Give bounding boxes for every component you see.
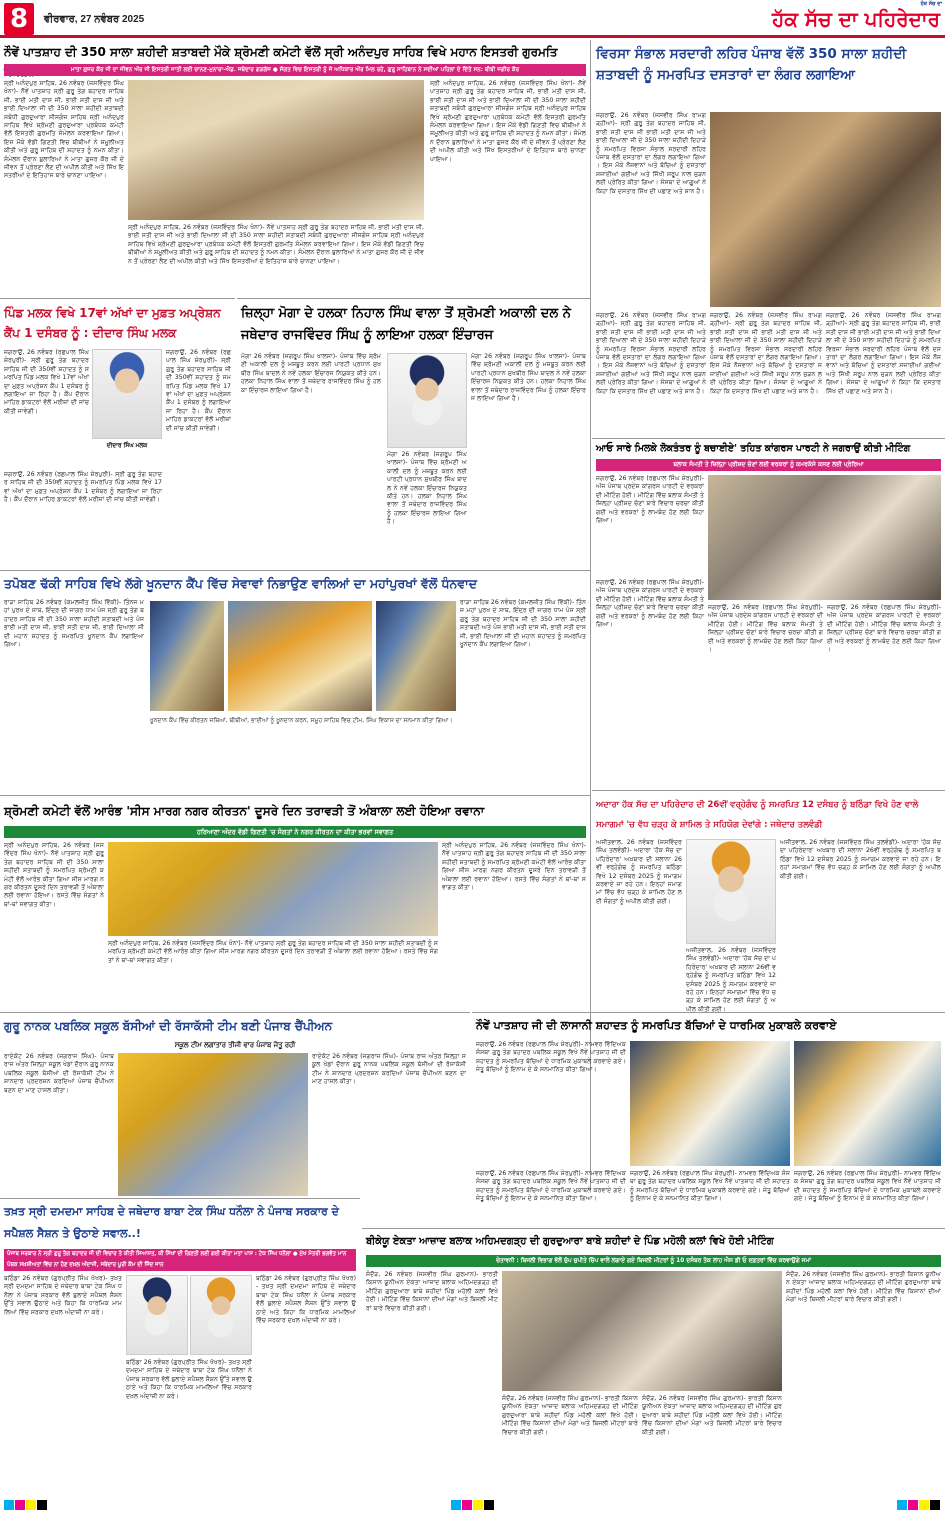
article-photo-2 [794, 1041, 941, 1166]
article-body: ਜਗਰਾਉਂ, 26 ਨਵੰਬਰ (ਰਛਪਾਲ ਸਿੰਘ ਸ਼ੇਰਪੁਰੀ)- ਸ੍ਰੀ ਗੁਰੂ ਤੇਗ ਬਹਾਦਰ ਸਾਹਿਬ ਜੀ ਦੀ 350ਵੀਂ ਸ਼ਹਾਦਤ ਨੂੰ ਸਮਰਪਿਤ ਪਿੰਡ ਮਲਕ ਵਿਖੇ 17ਵਾਂ ਅੱਖਾਂ ਦਾ ਮੁਫ਼ਤ ਅਪ੍ਰੇਸ਼ਨ ਕੈਂਪ 1 ਦਸੰਬਰ ਨੂੰ ਲਗਾਇਆ ਜਾ ਰਿਹਾ ਹੈ। ਕੈਂਪ ਦੌਰਾਨ ਮਾਹਿਰ ਡਾਕਟਰਾਂ ਵੱਲੋਂ ਮਰੀਜ਼ਾਂ ਦੀ ਜਾਂਚ ਕੀਤੀ ਜਾਵੇਗੀ। [4, 349, 89, 415]
masthead [0, 0, 945, 38]
article-body-col2: ਜਗਰਾਉਂ, 26 ਨਵੰਬਰ (ਰਛਪਾਲ ਸਿੰਘ ਸ਼ੇਰਪੁਰੀ)- ਅੱਜ ਪੰਜਾਬ ਪ੍ਰਦੇਸ਼ ਕਾਂਗਰਸ ਪਾਰਟੀ ਦੇ ਵਰਕਰਾਂ ਦੀ ਮੀਟਿੰਗ ਹੋਈ। ਮੀਟਿੰਗ ਵਿੱਚ ਬਲਾਕ ਸੰਮਤੀ ਤੇ ਜ਼ਿਲ੍ਹਾ ਪ੍ਰੀਸ਼ਦ ਚੋਣਾਂ ਬਾਰੇ ਵਿਚਾਰ ਚਰਚਾ ਕੀਤੀ ਗਈ ਅਤੇ ਵਰਕਰਾਂ ਨੂੰ ਲਾਮਬੰਦ ਹੋਣ ਲਈ ਕਿਹਾ ਗਿਆ। [708, 604, 823, 654]
article-body-right: ਸ੍ਰੀ ਅਨੰਦਪੁਰ ਸਾਹਿਬ, 26 ਨਵੰਬਰ (ਜਸਵਿੰਦਰ ਸਿੰਘ ਖੰਨਾ)- ਨੌਵੇਂ ਪਾਤਸ਼ਾਹ ਸ੍ਰੀ ਗੁਰੂ ਤੇਗ ਬਹਾਦਰ ਸਾਹਿਬ ਜੀ ਦੀ 350 ਸਾਲਾ ਸ਼ਹੀਦੀ ਸ਼ਤਾਬਦੀ ਨੂੰ ਸਮਰਪਿਤ ਸ਼੍ਰੋਮਣੀ ਕਮੇਟੀ ਵੱਲੋਂ ਆਰੰਭ ਕੀਤਾ ਗਿਆ ਸੀਸ ਮਾਰਗ ਨਗਰ ਕੀਰਤਨ ਦੂਸਰੇ ਦਿਨ ਤਰਾਵੜੀ ਤੋਂ ਅੰਬਾਲਾ ਲਈ ਰਵਾਨਾ ਹੋਇਆ। ਰਸਤੇ ਵਿੱਚ ਸੰਗਤਾਂ ਨੇ ਥਾਂ-ਥਾਂ ਸਵਾਗਤ ਕੀਤਾ। [442, 842, 586, 892]
article-photo-2 [228, 601, 372, 711]
article-body: ਜਗਰਾਉਂ, 26 ਨਵੰਬਰ (ਰਛਪਾਲ ਸਿੰਘ ਸ਼ੇਰਪੁਰੀ)- ਅੱਜ ਪੰਜਾਬ ਪ੍ਰਦੇਸ਼ ਕਾਂਗਰਸ ਪਾਰਟੀ ਦੇ ਵਰਕਰਾਂ ਦੀ ਮੀਟਿੰਗ ਹੋਈ। ਮੀਟਿੰਗ ਵਿੱਚ ਬਲਾਕ ਸੰਮਤੀ ਤੇ ਜ਼ਿਲ੍ਹਾ ਪ੍ਰੀਸ਼ਦ ਚੋਣਾਂ ਬਾਰੇ ਵਿਚਾਰ ਚਰਚਾ ਕੀਤੀ ਗਈ ਅਤੇ ਵਰਕਰਾਂ ਨੂੰ ਲਾਮਬੰਦ ਹੋਣ ਲਈ ਕਿਹਾ ਗਿਆ। [596, 475, 704, 525]
article-photo [108, 842, 438, 936]
article-moga-incharge [237, 298, 590, 570]
article-turban-langar [592, 40, 945, 435]
logo-small-text: ਹੱਕ ਸੱਚ ਦਾ [920, 1, 942, 7]
article-body: ਰਾੜਾ ਸਾਹਿਬ 26 ਨਵੰਬਰ (ਕਮਲਜੀਤ ਸਿੰਘ ਵਿੱਕੀ)- ਤਿੰਨਜ ਮਹਾਂ ਪੁਰਖ ਦੇ ਸਾਥ, ਇੰਦ੍ਰ ਦੀ ਜਾਗਰ ਧਾਮ ਪੰਜ ਸ੍ਰੀ ਗੁਰੂ ਤੇਗ ਬਹਾਦਰ ਸਾਹਿਬ ਜੀ ਦੀ 350 ਸਾਲਾ ਸ਼ਹੀਦੀ ਸ਼ਤਾਬਦੀ ਅਤੇ ਪੰਜ ਭਾਈ ਮਤੀ ਦਾਸ ਜੀ, ਭਾਈ ਸਤੀ ਦਾਸ ਜੀ, ਭਾਈ ਦਿਆਲਾ ਜੀ ਦੀ ਮਹਾਨ ਸ਼ਹਾਦਤ ਨੂੰ ਸਮਰਪਿਤ ਖੂਨਦਾਨ ਕੈਂਪ ਲਗਾਇਆ ਗਿਆ। [4, 599, 144, 649]
issue-date: ਵੀਰਵਾਰ, 27 ਨਵੰਬਰ 2025 [44, 14, 145, 25]
article-body-under-photo-1: ਸੰਦੌੜ, 26 ਨਵੰਬਰ (ਜਸਵੀਰ ਸਿੰਘ ਗੁਰਮਾਨ)- ਭਾਰਤੀ ਕਿਸਾਨ ਯੂਨੀਅਨ ਏਕਤਾ ਆਜ਼ਾਦ ਬਲਾਕ ਅਹਿਮਦਗੜ੍ਹ ਦੀ ਮੀਟਿੰਗ ਗੁਰਦੁਆਰਾ ਬਾਬੇ ਸ਼ਹੀਦਾਂ ਪਿੰਡ ਮਹੋਲੀ ਕਲਾਂ ਵਿਖੇ ਹੋਈ। ਮੀਟਿੰਗ ਵਿੱਚ ਕਿਸਾਨਾਂ ਦੀਆਂ ਮੰਗਾਂ ਅਤੇ ਬਿਜਲੀ ਮੀਟਰਾਂ ਬਾਰੇ ਵਿਚਾਰ ਕੀਤੀ ਗਈ। [502, 1395, 638, 1436]
article-headline: ਗੁਰੂ ਨਾਨਕ ਪਬਲਿਕ ਸਕੂਲ ਬੱਸੀਆਂ ਦੀ ਰੱਸਾਕੱਸੀ ਟੀਮ ਬਣੀ ਪੰਜਾਬ ਚੈਂਪੀਅਨ [4, 1019, 333, 1033]
article-body-right: ਜਗਰਾਉਂ, 26 ਨਵੰਬਰ (ਰਛਪਾਲ ਸਿੰਘ ਸ਼ੇਰਪੁਰੀ)- ਸ੍ਰੀ ਗੁਰੂ ਤੇਗ ਬਹਾਦਰ ਸਾਹਿਬ ਜੀ ਦੀ 350ਵੀਂ ਸ਼ਹਾਦਤ ਨੂੰ ਸਮਰਪਿਤ ਪਿੰਡ ਮਲਕ ਵਿਖੇ 17ਵਾਂ ਅੱਖਾਂ ਦਾ ਮੁਫ਼ਤ ਅਪ੍ਰੇਸ਼ਨ ਕੈਂਪ 1 ਦਸੰਬਰ ਨੂੰ ਲਗਾਇਆ ਜਾ ਰਿਹਾ ਹੈ। ਕੈਂਪ ਦੌਰਾਨ ਮਾਹਿਰ ਡਾਕਟਰਾਂ ਵੱਲੋਂ ਮਰੀਜ਼ਾਂ ਦੀ ਜਾਂਚ ਕੀਤੀ ਜਾਵੇਗੀ। [166, 349, 231, 432]
article-headline: ਸ਼੍ਰੋਮਣੀ ਕਮੇਟੀ ਵੱਲੋਂ ਆਰੰਭ 'ਸੀਸ ਮਾਰਗ ਨਗਰ ਕੀਰਤਨ' ਦੂਸਰੇ ਦਿਨ ਤਰਾਵੜੀ ਤੋਂ ਅੰਬਾਲਾ ਲਈ ਹੋਇਆ ਰਵਾਨਾ [4, 804, 485, 818]
article-body-right-col: ਸ੍ਰੀ ਅਨੰਦਪੁਰ ਸਾਹਿਬ, 26 ਨਵੰਬਰ (ਜਸਵਿੰਦਰ ਸਿੰਘ ਖੰਨਾ)- ਨੌਵੇਂ ਪਾਤਸ਼ਾਹ ਸ੍ਰੀ ਗੁਰੂ ਤੇਗ ਬਹਾਦਰ ਸਾਹਿਬ ਜੀ, ਭਾਈ ਮਤੀ ਦਾਸ ਜੀ, ਭਾਈ ਸਤੀ ਦਾਸ ਜੀ ਅਤੇ ਭਾਈ ਦਿਆਲਾ ਜੀ ਦੀ 350 ਸਾਲਾ ਸ਼ਹੀਦੀ ਸ਼ਤਾਬਦੀ ਸਬੰਧੀ ਗੁਰਦੁਆਰਾ ਸੀਸਗੰਜ ਸਾਹਿਬ ਸ੍ਰੀ ਅਨੰਦਪੁਰ ਸਾਹਿਬ ਵਿਖੇ ਸ਼੍ਰੋਮਣੀ ਗੁਰਦੁਆਰਾ ਪ੍ਰਬੰਧਕ ਕਮੇਟੀ ਵੱਲੋਂ ਇਸਤਰੀ ਗੁਰਮਤਿ ਸੰਮੇਲਨ ਕਰਵਾਇਆ ਗਿਆ। ਇਸ ਮੌਕੇ ਵੱਡੀ ਗਿਣਤੀ ਵਿਚ ਬੀਬੀਆਂ ਨੇ ਸ਼ਮੂਲੀਅਤ ਕੀਤੀ ਅਤੇ ਗੁਰੂ ਸਾਹਿਬ ਦੀ ਸ਼ਹਾਦਤ ਨੂੰ ਨਮਨ ਕੀਤਾ। ਸੰਮੇਲਨ ਦੌਰਾਨ ਬੁਲਾਰਿਆਂ ਨੇ ਮਾਤਾ ਗੁਜਰ ਕੌਰ ਜੀ ਦੇ ਜੀਵਨ ਤੋਂ ਪ੍ਰੇਰਣਾ ਲੈਣ ਦੀ ਅਪੀਲ ਕੀਤੀ ਅਤੇ ਸਿੱਖ ਇਸਤਰੀਆਂ ਦੇ ਇਤਿਹਾਸ ਬਾਰੇ ਚਾਨਣਾ ਪਾਇਆ। [430, 80, 586, 163]
article-body: ਸੰਦੌੜ, 26 ਨਵੰਬਰ (ਜਸਵੀਰ ਸਿੰਘ ਗੁਰਮਾਨ)- ਭਾਰਤੀ ਕਿਸਾਨ ਯੂਨੀਅਨ ਏਕਤਾ ਆਜ਼ਾਦ ਬਲਾਕ ਅਹਿਮਦਗੜ੍ਹ ਦੀ ਮੀਟਿੰਗ ਗੁਰਦੁਆਰਾ ਬਾਬੇ ਸ਼ਹੀਦਾਂ ਪਿੰਡ ਮਹੋਲੀ ਕਲਾਂ ਵਿਖੇ ਹੋਈ। ਮੀਟਿੰਗ ਵਿੱਚ ਕਿਸਾਨਾਂ ਦੀਆਂ ਮੰਗਾਂ ਅਤੇ ਬਿਜਲੀ ਮੀਟਰਾਂ ਬਾਰੇ ਵਿਚਾਰ ਕੀਤੀ ਗਈ। [366, 1271, 498, 1312]
article-body-under-photo: ਅਜੀਤਵਾਲ, 26 ਨਵੰਬਰ (ਜਸਵਿੰਦਰ ਸਿੰਘ ਤਲਵੰਡੀ)- ਅਦਾਰਾ 'ਹੱਕ ਸੱਚ ਦਾ ਪਹਿਰੇਦਾਰ' ਅਖ਼ਬਾਰ ਦੀ ਸਲਾਨਾ 26ਵੀਂ ਵਰ੍ਹੇਗੰਢ ਨੂੰ ਸਮਰਪਿਤ ਬਠਿੰਡਾ ਵਿਖੇ 12 ਦਸੰਬਰ 2025 ਨੂੰ ਸਮਾਗਮ ਕਰਵਾਏ ਜਾ ਰਹੇ ਹਨ। ਇਨ੍ਹਾਂ ਸਮਾਗਮਾਂ ਵਿੱਚ ਵੱਧ ਚੜ੍ਹ ਕੇ ਸ਼ਾਮਿਲ ਹੋਣ ਲਈ ਸੰਗਤਾਂ ਨੂੰ ਅਪੀਲ ਕੀਤੀ ਗਈ। [686, 947, 776, 1013]
article-subheadline: ਪੰਜਾਬ ਸਰਕਾਰ ਨੇ ਸ੍ਰੀ ਗੁਰੂ ਤੇਗ ਬਹਾਦਰ ਜੀ ਦੀ ਵਿਚਾਰ ਤੇ ਕੀਤੀ ਸਿਆਸਤ, ਕੀ ਸਿੱਖਾਂ ਦੀ ਗਿਣਤੀ ਲਈ ਗਈ ਕੀਤਾ ਮਤਾ ਪਾਸ : ਟੇਕ ਸਿੰਘ ਧਨੌਲਾ ● ਮੁੱਖ ਮੰਤਰੀ ਭਗਵੰਤ ਮਾਨ ਪੰਥਕ ਸਖ਼ਸ਼ੀਅਤਾਂ ਵਿੱਚ ਨਾ ਹੋਣ ਦਖ਼ਲ ਅੰਦਾਜ਼ੀ, ਜਥੇਦਾਰ ਪੂਰੀ ਕੌਮ ਦੀ ਜਿੰਦ ਜਾਨ [4, 1249, 356, 1271]
article-body-right: ਅਜੀਤਵਾਲ, 26 ਨਵੰਬਰ (ਜਸਵਿੰਦਰ ਸਿੰਘ ਤਲਵੰਡੀ)- ਅਦਾਰਾ 'ਹੱਕ ਸੱਚ ਦਾ ਪਹਿਰੇਦਾਰ' ਅਖ਼ਬਾਰ ਦੀ ਸਲਾਨਾ 26ਵੀਂ ਵਰ੍ਹੇਗੰਢ ਨੂੰ ਸਮਰਪਿਤ ਬਠਿੰਡਾ ਵਿਖੇ 12 ਦਸੰਬਰ 2025 ਨੂੰ ਸਮਾਗਮ ਕਰਵਾਏ ਜਾ ਰਹੇ ਹਨ। ਇਨ੍ਹਾਂ ਸਮਾਗਮਾਂ ਵਿੱਚ ਵੱਧ ਚੜ੍ਹ ਕੇ ਸ਼ਾਮਿਲ ਹੋਣ ਲਈ ਸੰਗਤਾਂ ਨੂੰ ਅਪੀਲ ਕੀਤੀ ਗਈ। [780, 839, 941, 880]
article-body-right: ਮੋਗਾ 26 ਨਵੰਬਰ (ਜਗਰੂਪ ਸਿੰਘ ਖਾਲਸਾ)- ਪੰਜਾਬ ਵਿੱਚ ਸ਼੍ਰੋਮਣੀ ਅਕਾਲੀ ਦਲ ਨੂੰ ਮਜ਼ਬੂਤ ਕਰਨ ਲਈ ਪਾਰਟੀ ਪ੍ਰਧਾਨ ਸੁਖਬੀਰ ਸਿੰਘ ਬਾਦਲ ਨੇ ਨਵੇਂ ਹਲਕਾ ਇੰਚਾਰਜ ਨਿਯੁਕਤ ਕੀਤੇ ਹਨ। ਹਲਕਾ ਨਿਹਾਲ ਸਿੰਘ ਵਾਲਾ ਤੋਂ ਜਥੇਦਾਰ ਰਾਜਵਿੰਦਰ ਸਿੰਘ ਨੂੰ ਹਲਕਾ ਇੰਚਾਰਜ ਲਾਇਆ ਗਿਆ ਹੈ। [471, 353, 586, 403]
article-body-lower-col3: ਜਗਰਾਉਂ, 26 ਨਵੰਬਰ (ਰਛਪਾਲ ਸਿੰਘ ਸ਼ੇਰਪੁਰੀ)- ਨਾਮਵਰ ਵਿੱਦਿਅਕ ਸੰਸਥਾ ਗੁਰੂ ਤੇਗ ਬਹਾਦਰ ਪਬਲਿਕ ਸਕੂਲ ਵਿਖੇ ਨੌਵੇਂ ਪਾਤਸ਼ਾਹ ਜੀ ਦੀ ਸ਼ਹਾਦਤ ਨੂੰ ਸਮਰਪਿਤ ਬੱਚਿਆਂ ਦੇ ਧਾਰਮਿਕ ਮੁਕਾਬਲੇ ਕਰਵਾਏ ਗਏ। ਜੇਤੂ ਬੱਚਿਆਂ ਨੂੰ ਇਨਾਮ ਦੇ ਕੇ ਸਨਮਾਨਿਤ ਕੀਤਾ ਗਿਆ। [794, 1170, 941, 1203]
portrait-photo [92, 349, 162, 439]
article-body-continued: ਸ੍ਰੀ ਅਨੰਦਪੁਰ ਸਾਹਿਬ, 26 ਨਵੰਬਰ (ਜਸਵਿੰਦਰ ਸਿੰਘ ਖੰਨਾ)- ਨੌਵੇਂ ਪਾਤਸ਼ਾਹ ਸ੍ਰੀ ਗੁਰੂ ਤੇਗ ਬਹਾਦਰ ਸਾਹਿਬ ਜੀ, ਭਾਈ ਮਤੀ ਦਾਸ ਜੀ, ਭਾਈ ਸਤੀ ਦਾਸ ਜੀ ਅਤੇ ਭਾਈ ਦਿਆਲਾ ਜੀ ਦੀ 350 ਸਾਲਾ ਸ਼ਹੀਦੀ ਸ਼ਤਾਬਦੀ ਸਬੰਧੀ ਗੁਰਦੁਆਰਾ ਸੀਸਗੰਜ ਸਾਹਿਬ ਸ੍ਰੀ ਅਨੰਦਪੁਰ ਸਾਹਿਬ ਵਿਖੇ ਸ਼੍ਰੋਮਣੀ ਗੁਰਦੁਆਰਾ ਪ੍ਰਬੰਧਕ ਕਮੇਟੀ ਵੱਲੋਂ ਇਸਤਰੀ ਗੁਰਮਤਿ ਸੰਮੇਲਨ ਕਰਵਾਇਆ ਗਿਆ। ਇਸ ਮੌਕੇ ਵੱਡੀ ਗਿਣਤੀ ਵਿਚ ਬੀਬੀਆਂ ਨੇ ਸ਼ਮੂਲੀਅਤ ਕੀਤੀ ਅਤੇ ਗੁਰੂ ਸਾਹਿਬ ਦੀ ਸ਼ਹਾਦਤ ਨੂੰ ਨਮਨ ਕੀਤਾ। ਸੰਮੇਲਨ ਦੌਰਾਨ ਬੁਲਾਰਿਆਂ ਨੇ ਮਾਤਾ ਗੁਜਰ ਕੌਰ ਜੀ ਦੇ ਜੀਵਨ ਤੋਂ ਪ੍ਰੇਰਣਾ ਲੈਣ ਦੀ ਅਪੀਲ ਕੀਤੀ ਅਤੇ ਸਿੱਖ ਇਸਤਰੀਆਂ ਦੇ ਇਤਿਹਾਸ ਬਾਰੇ ਚਾਨਣਾ ਪਾਇਆ। [128, 224, 424, 265]
portrait-caption: ਦੀਦਾਰ ਸਿੰਘ ਮਲਕ [106, 443, 148, 449]
article-photo [708, 475, 941, 600]
article-body: ਅਜੀਤਵਾਲ, 26 ਨਵੰਬਰ (ਜਸਵਿੰਦਰ ਸਿੰਘ ਤਲਵੰਡੀ)- ਅਦਾਰਾ 'ਹੱਕ ਸੱਚ ਦਾ ਪਹਿਰੇਦਾਰ' ਅਖ਼ਬਾਰ ਦੀ ਸਲਾਨਾ 26ਵੀਂ ਵਰ੍ਹੇਗੰਢ ਨੂੰ ਸਮਰਪਿਤ ਬਠਿੰਡਾ ਵਿਖੇ 12 ਦਸੰਬਰ 2025 ਨੂੰ ਸਮਾਗਮ ਕਰਵਾਏ ਜਾ ਰਹੇ ਹਨ। ਇਨ੍ਹਾਂ ਸਮਾਗਮਾਂ ਵਿੱਚ ਵੱਧ ਚੜ੍ਹ ਕੇ ਸ਼ਾਮਿਲ ਹੋਣ ਲਈ ਸੰਗਤਾਂ ਨੂੰ ਅਪੀਲ ਕੀਤੀ ਗਈ। [596, 839, 682, 905]
article-subheadline: ਚੇਤਾਵਨੀ : ਬਿਜਲੀ ਵਿਭਾਗ ਵੱਲੋਂ ਚੁੱਪ ਚੁਪੀਤੇ ਚਿੱਪ ਵਾਲੇ ਲਗਾਏ ਗਏ ਬਿਜਲੀ ਮੀਟਰਾਂ ਨੂੰ 10 ਦਸੰਬਰ ਤੱਕ ਲਾਹ ਐਸ ਡੀ ਓ ਦਫ਼ਤਰਾਂ ਵਿੱਚ ਕਰਵਾਉਂਗੇ ਜਮਾਂ [366, 1255, 941, 1267]
article-photo [502, 1271, 782, 1391]
article-religious-competitions [472, 1012, 945, 1227]
article-photo-1 [126, 1275, 188, 1355]
article-body-lower-col1: ਜਗਰਾਉਂ, 26 ਨਵੰਬਰ (ਜਸਵੀਰ ਸਿੰਘ ਰਾਮਗੜ੍ਹੀਆ)- ਸ੍ਰੀ ਗੁਰੂ ਤੇਗ ਬਹਾਦਰ ਸਾਹਿਬ ਜੀ, ਭਾਈ ਸਤੀ ਦਾਸ ਜੀ ਭਾਈ ਮਤੀ ਦਾਸ ਜੀ ਅਤੇ ਭਾਈ ਦਿਆਲਾ ਜੀ ਦੇ 350 ਸਾਲਾ ਸ਼ਹੀਦੀ ਦਿਹਾੜੇ ਨੂੰ ਸਮਰਪਿਤ ਵਿਰਸਾ ਸੰਭਾਲ ਸਰਦਾਰੀ ਲਹਿਰ ਪੰਜਾਬ ਵੱਲੋਂ ਦਸਤਾਰਾਂ ਦਾ ਲੰਗਰ ਲਗਾਇਆ ਗਿਆ। ਇਸ ਮੌਕੇ ਨੌਜਵਾਨਾਂ ਅਤੇ ਬੱਚਿਆਂ ਨੂੰ ਦਸਤਾਰਾਂ ਸਜਾਈਆਂ ਗਈਆਂ ਅਤੇ ਸਿੱਖੀ ਸਰੂਪ ਨਾਲ ਜੁੜਨ ਲਈ ਪ੍ਰੇਰਿਤ ਕੀਤਾ ਗਿਆ। ਸੰਸਥਾ ਦੇ ਆਗੂਆਂ ਨੇ ਕਿਹਾ ਕਿ ਦਸਤਾਰ ਸਿੱਖ ਦੀ ਪਛਾਣ ਅਤੇ ਸ਼ਾਨ ਹੈ। [596, 312, 707, 395]
article-body: ਜਗਰਾਉਂ, 26 ਨਵੰਬਰ (ਰਛਪਾਲ ਸਿੰਘ ਸ਼ੇਰਪੁਰੀ)- ਨਾਮਵਰ ਵਿੱਦਿਅਕ ਸੰਸਥਾ ਗੁਰੂ ਤੇਗ ਬਹਾਦਰ ਪਬਲਿਕ ਸਕੂਲ ਵਿਖੇ ਨੌਵੇਂ ਪਾਤਸ਼ਾਹ ਜੀ ਦੀ ਸ਼ਹਾਦਤ ਨੂੰ ਸਮਰਪਿਤ ਬੱਚਿਆਂ ਦੇ ਧਾਰਮਿਕ ਮੁਕਾਬਲੇ ਕਰਵਾਏ ਗਏ। ਜੇਤੂ ਬੱਚਿਆਂ ਨੂੰ ਇਨਾਮ ਦੇ ਕੇ ਸਨਮਾਨਿਤ ਕੀਤਾ ਗਿਆ। [476, 1041, 626, 1074]
article-photo-1 [630, 1041, 790, 1166]
article-takht-jathedar [0, 1198, 360, 1493]
article-subheadline: ਹਰਿਆਣਾ ਅੰਦਰ ਵੱਡੀ ਗਿਣਤੀ 'ਚ ਸੰਗਤਾਂ ਨੇ ਨਗਰ ਕੀਰਤਨ ਦਾ ਕੀਤਾ ਭਰਵਾਂ ਸਵਾਗਤ [4, 826, 586, 838]
article-body-lower-col3: ਜਗਰਾਉਂ, 26 ਨਵੰਬਰ (ਜਸਵੀਰ ਸਿੰਘ ਰਾਮਗੜ੍ਹੀਆ)- ਸ੍ਰੀ ਗੁਰੂ ਤੇਗ ਬਹਾਦਰ ਸਾਹਿਬ ਜੀ, ਭਾਈ ਸਤੀ ਦਾਸ ਜੀ ਭਾਈ ਮਤੀ ਦਾਸ ਜੀ ਅਤੇ ਭਾਈ ਦਿਆਲਾ ਜੀ ਦੇ 350 ਸਾਲਾ ਸ਼ਹੀਦੀ ਦਿਹਾੜੇ ਨੂੰ ਸਮਰਪਿਤ ਵਿਰਸਾ ਸੰਭਾਲ ਸਰਦਾਰੀ ਲਹਿਰ ਪੰਜਾਬ ਵੱਲੋਂ ਦਸਤਾਰਾਂ ਦਾ ਲੰਗਰ ਲਗਾਇਆ ਗਿਆ। ਇਸ ਮੌਕੇ ਨੌਜਵਾਨਾਂ ਅਤੇ ਬੱਚਿਆਂ ਨੂੰ ਦਸਤਾਰਾਂ ਸਜਾਈਆਂ ਗਈਆਂ ਅਤੇ ਸਿੱਖੀ ਸਰੂਪ ਨਾਲ ਜੁੜਨ ਲਈ ਪ੍ਰੇਰਿਤ ਕੀਤਾ ਗਿਆ। ਸੰਸਥਾ ਦੇ ਆਗੂਆਂ ਨੇ ਕਿਹਾ ਕਿ ਦਸਤਾਰ ਸਿੱਖ ਦੀ ਪਛਾਣ ਅਤੇ ਸ਼ਾਨ ਹੈ। [826, 312, 941, 395]
article-headline: ਅਦਾਰਾ ਹੱਕ ਸੱਚ ਦਾ ਪਹਿਰੇਦਾਰ ਦੀ 26ਵੀਂ ਵਰ੍ਹੇਗੰਢ ਨੂੰ ਸਮਰਪਿਤ 12 ਦਸੰਬਰ ਨੂੰ ਬਠਿੰਡਾ ਵਿਖੇ ਹੋਣ ਵਾਲੇ ਸਮਾਗਮਾਂ 'ਚ ਵੱਧ ਚੜ੍ਹ ਕੇ ਸ਼ਾਮਿਲ ਤੇ ਸਹਿਯੋਗ ਦੇਵਾਂਗੇ : ਜਥੇਦਾਰ ਤਲਵੰਡੀ [596, 800, 919, 830]
article-tug-of-war [0, 1012, 470, 1197]
article-body-lower-col1: ਜਗਰਾਉਂ, 26 ਨਵੰਬਰ (ਰਛਪਾਲ ਸਿੰਘ ਸ਼ੇਰਪੁਰੀ)- ਨਾਮਵਰ ਵਿੱਦਿਅਕ ਸੰਸਥਾ ਗੁਰੂ ਤੇਗ ਬਹਾਦਰ ਪਬਲਿਕ ਸਕੂਲ ਵਿਖੇ ਨੌਵੇਂ ਪਾਤਸ਼ਾਹ ਜੀ ਦੀ ਸ਼ਹਾਦਤ ਨੂੰ ਸਮਰਪਿਤ ਬੱਚਿਆਂ ਦੇ ਧਾਰਮਿਕ ਮੁਕਾਬਲੇ ਕਰਵਾਏ ਗਏ। ਜੇਤੂ ਬੱਚਿਆਂ ਨੂੰ ਇਨਾਮ ਦੇ ਕੇ ਸਨਮਾਨਿਤ ਕੀਤਾ ਗਿਆ। [476, 1170, 626, 1203]
article-body-lower-col2: ਜਗਰਾਉਂ, 26 ਨਵੰਬਰ (ਜਸਵੀਰ ਸਿੰਘ ਰਾਮਗੜ੍ਹੀਆ)- ਸ੍ਰੀ ਗੁਰੂ ਤੇਗ ਬਹਾਦਰ ਸਾਹਿਬ ਜੀ, ਭਾਈ ਸਤੀ ਦਾਸ ਜੀ ਭਾਈ ਮਤੀ ਦਾਸ ਜੀ ਅਤੇ ਭਾਈ ਦਿਆਲਾ ਜੀ ਦੇ 350 ਸਾਲਾ ਸ਼ਹੀਦੀ ਦਿਹਾੜੇ ਨੂੰ ਸਮਰਪਿਤ ਵਿਰਸਾ ਸੰਭਾਲ ਸਰਦਾਰੀ ਲਹਿਰ ਪੰਜਾਬ ਵੱਲੋਂ ਦਸਤਾਰਾਂ ਦਾ ਲੰਗਰ ਲਗਾਇਆ ਗਿਆ। ਇਸ ਮੌਕੇ ਨੌਜਵਾਨਾਂ ਅਤੇ ਬੱਚਿਆਂ ਨੂੰ ਦਸਤਾਰਾਂ ਸਜਾਈਆਂ ਗਈਆਂ ਅਤੇ ਸਿੱਖੀ ਸਰੂਪ ਨਾਲ ਜੁੜਨ ਲਈ ਪ੍ਰੇਰਿਤ ਕੀਤਾ ਗਿਆ। ਸੰਸਥਾ ਦੇ ਆਗੂਆਂ ਨੇ ਕਿਹਾ ਕਿ ਦਸਤਾਰ ਸਿੱਖ ਦੀ ਪਛਾਣ ਅਤੇ ਸ਼ਾਨ ਹੈ। [710, 312, 822, 395]
article-subheadline: ਸਕੂਲ ਟੀਮ ਲਗਾਤਾਰ ਤੀਜੀ ਵਾਰ ਪੰਜਾਬ ਜੇਤੂ ਰਹੀ [174, 1041, 296, 1049]
article-body: ਸ੍ਰੀ ਅਨੰਦਪੁਰ ਸਾਹਿਬ, 26 ਨਵੰਬਰ (ਜਸਵਿੰਦਰ ਸਿੰਘ ਖੰਨਾ)- ਨੌਵੇਂ ਪਾਤਸ਼ਾਹ ਸ੍ਰੀ ਗੁਰੂ ਤੇਗ ਬਹਾਦਰ ਸਾਹਿਬ ਜੀ, ਭਾਈ ਮਤੀ ਦਾਸ ਜੀ, ਭਾਈ ਸਤੀ ਦਾਸ ਜੀ ਅਤੇ ਭਾਈ ਦਿਆਲਾ ਜੀ ਦੀ 350 ਸਾਲਾ ਸ਼ਹੀਦੀ ਸ਼ਤਾਬਦੀ ਸਬੰਧੀ ਗੁਰਦੁਆਰਾ ਸੀਸਗੰਜ ਸਾਹਿਬ ਸ੍ਰੀ ਅਨੰਦਪੁਰ ਸਾਹਿਬ ਵਿਖੇ ਸ਼੍ਰੋਮਣੀ ਗੁਰਦੁਆਰਾ ਪ੍ਰਬੰਧਕ ਕਮੇਟੀ ਵੱਲੋਂ ਇਸਤਰੀ ਗੁਰਮਤਿ ਸੰਮੇਲਨ ਕਰਵਾਇਆ ਗਿਆ। ਇਸ ਮੌਕੇ ਵੱਡੀ ਗਿਣਤੀ ਵਿਚ ਬੀਬੀਆਂ ਨੇ ਸ਼ਮੂਲੀਅਤ ਕੀਤੀ ਅਤੇ ਗੁਰੂ ਸਾਹਿਬ ਦੀ ਸ਼ਹਾਦਤ ਨੂੰ ਨਮਨ ਕੀਤਾ। ਸੰਮੇਲਨ ਦੌਰਾਨ ਬੁਲਾਰਿਆਂ ਨੇ ਮਾਤਾ ਗੁਜਰ ਕੌਰ ਜੀ ਦੇ ਜੀਵਨ ਤੋਂ ਪ੍ਰੇਰਣਾ ਲੈਣ ਦੀ ਅਪੀਲ ਕੀਤੀ ਅਤੇ ਸਿੱਖ ਇਸਤਰੀਆਂ ਦੇ ਇਤਿਹਾਸ ਬਾਰੇ ਚਾਨਣਾ ਪਾਇਆ। [4, 80, 124, 180]
page-number: 8 [9, 4, 29, 34]
article-body-right: ਰਾੜਾ ਸਾਹਿਬ 26 ਨਵੰਬਰ (ਕਮਲਜੀਤ ਸਿੰਘ ਵਿੱਕੀ)- ਤਿੰਨਜ ਮਹਾਂ ਪੁਰਖ ਦੇ ਸਾਥ, ਇੰਦ੍ਰ ਦੀ ਜਾਗਰ ਧਾਮ ਪੰਜ ਸ੍ਰੀ ਗੁਰੂ ਤੇਗ ਬਹਾਦਰ ਸਾਹਿਬ ਜੀ ਦੀ 350 ਸਾਲਾ ਸ਼ਹੀਦੀ ਸ਼ਤਾਬਦੀ ਅਤੇ ਪੰਜ ਭਾਈ ਮਤੀ ਦਾਸ ਜੀ, ਭਾਈ ਸਤੀ ਦਾਸ ਜੀ, ਭਾਈ ਦਿਆਲਾ ਜੀ ਦੀ ਮਹਾਨ ਸ਼ਹਾਦਤ ਨੂੰ ਸਮਰਪਿਤ ਖੂਨਦਾਨ ਕੈਂਪ ਲਗਾਇਆ ਗਿਆ। [460, 599, 586, 649]
article-body: ਜਗਰਾਉਂ, 26 ਨਵੰਬਰ (ਜਸਵੀਰ ਸਿੰਘ ਰਾਮਗੜ੍ਹੀਆ)- ਸ੍ਰੀ ਗੁਰੂ ਤੇਗ ਬਹਾਦਰ ਸਾਹਿਬ ਜੀ, ਭਾਈ ਸਤੀ ਦਾਸ ਜੀ ਭਾਈ ਮਤੀ ਦਾਸ ਜੀ ਅਤੇ ਭਾਈ ਦਿਆਲਾ ਜੀ ਦੇ 350 ਸਾਲਾ ਸ਼ਹੀਦੀ ਦਿਹਾੜੇ ਨੂੰ ਸਮਰਪਿਤ ਵਿਰਸਾ ਸੰਭਾਲ ਸਰਦਾਰੀ ਲਹਿਰ ਪੰਜਾਬ ਵੱਲੋਂ ਦਸਤਾਰਾਂ ਦਾ ਲੰਗਰ ਲਗਾਇਆ ਗਿਆ। ਇਸ ਮੌਕੇ ਨੌਜਵਾਨਾਂ ਅਤੇ ਬੱਚਿਆਂ ਨੂੰ ਦਸਤਾਰਾਂ ਸਜਾਈਆਂ ਗਈਆਂ ਅਤੇ ਸਿੱਖੀ ਸਰੂਪ ਨਾਲ ਜੁੜਨ ਲਈ ਪ੍ਰੇਰਿਤ ਕੀਤਾ ਗਿਆ। ਸੰਸਥਾ ਦੇ ਆਗੂਆਂ ਨੇ ਕਿਹਾ ਕਿ ਦਸਤਾਰ ਸਿੱਖ ਦੀ ਪਛਾਣ ਅਤੇ ਸ਼ਾਨ ਹੈ। [596, 112, 707, 195]
article-nagar-kirtan [0, 795, 590, 1010]
article-headline: ਨੌਵੇਂ ਪਾਤਸ਼ਾਹ ਜੀ ਦੀ ਲਾਸਾਨੀ ਸ਼ਹਾਦਤ ਨੂੰ ਸਮਰਪਿਤ ਬੱਚਿਆਂ ਦੇ ਧਾਰਮਿਕ ਮੁਕਾਬਲੇ ਕਰਵਾਏ [476, 1019, 837, 1032]
article-body: ਰਾਏਕੋਟ 26 ਨਵੰਬਰ (ਜਗਰਾਜ ਸਿੰਘ)- ਪੰਜਾਬ ਰਾਜ ਅੰਤਰ ਜ਼ਿਲ੍ਹਾ ਸਕੂਲ ਖੇਡਾਂ ਦੌਰਾਨ ਗੁਰੂ ਨਾਨਕ ਪਬਲਿਕ ਸਕੂਲ ਬੱਸੀਆਂ ਦੀ ਰੱਸਾਕੱਸੀ ਟੀਮ ਨੇ ਸ਼ਾਨਦਾਰ ਪ੍ਰਦਰਸ਼ਨ ਕਰਦਿਆਂ ਪੰਜਾਬ ਚੈਂਪੀਅਨ ਬਣਨ ਦਾ ਮਾਣ ਹਾਸਲ ਕੀਤਾ। [4, 1053, 114, 1094]
article-body-col1: ਜਗਰਾਉਂ, 26 ਨਵੰਬਰ (ਰਛਪਾਲ ਸਿੰਘ ਸ਼ੇਰਪੁਰੀ)- ਅੱਜ ਪੰਜਾਬ ਪ੍ਰਦੇਸ਼ ਕਾਂਗਰਸ ਪਾਰਟੀ ਦੇ ਵਰਕਰਾਂ ਦੀ ਮੀਟਿੰਗ ਹੋਈ। ਮੀਟਿੰਗ ਵਿੱਚ ਬਲਾਕ ਸੰਮਤੀ ਤੇ ਜ਼ਿਲ੍ਹਾ ਪ੍ਰੀਸ਼ਦ ਚੋਣਾਂ ਬਾਰੇ ਵਿਚਾਰ ਚਰਚਾ ਕੀਤੀ ਗਈ ਅਤੇ ਵਰਕਰਾਂ ਨੂੰ ਲਾਮਬੰਦ ਹੋਣ ਲਈ ਕਿਹਾ ਗਿਆ। [596, 579, 704, 629]
portrait-photo [387, 353, 467, 448]
article-photo-3 [376, 601, 456, 711]
article-headline: ਤਪੋਬਣ ਢੱਕੀ ਸਾਹਿਬ ਵਿਖੇ ਲੱਗੇ ਖੂਨਦਾਨ ਕੈਂਪ ਵਿੱਚ ਸੇਵਾਵਾਂ ਨਿਭਾਉਣ ਵਾਲਿਆਂ ਦਾ ਮਹਾਂਪੁਰਖਾਂ ਵੱਲੋਂ ਧੰਨਵਾਦ [4, 576, 478, 591]
article-body-right: ਬਠਿੰਡਾ 26 ਨਵੰਬਰ (ਗੁਰਪ੍ਰੀਤ ਸਿੰਘ ਖੋਖਰ)- ਤਖ਼ਤ ਸ੍ਰੀ ਦਮਦਮਾ ਸਾਹਿਬ ਦੇ ਜਥੇਦਾਰ ਬਾਬਾ ਟੇਕ ਸਿੰਘ ਧਨੌਲਾ ਨੇ ਪੰਜਾਬ ਸਰਕਾਰ ਵੱਲੋਂ ਬੁਲਾਏ ਸਪੈਸ਼ਲ ਸੈਸ਼ਨ ਉੱਤੇ ਸਵਾਲ ਉਠਾਏ ਅਤੇ ਕਿਹਾ ਕਿ ਧਾਰਮਿਕ ਮਾਮਲਿਆਂ ਵਿੱਚ ਸਰਕਾਰ ਦਖ਼ਲ ਅੰਦਾਜ਼ੀ ਨਾ ਕਰੇ। [256, 1275, 356, 1325]
article-body: ਮੋਗਾ 26 ਨਵੰਬਰ (ਜਗਰੂਪ ਸਿੰਘ ਖਾਲਸਾ)- ਪੰਜਾਬ ਵਿੱਚ ਸ਼੍ਰੋਮਣੀ ਅਕਾਲੀ ਦਲ ਨੂੰ ਮਜ਼ਬੂਤ ਕਰਨ ਲਈ ਪਾਰਟੀ ਪ੍ਰਧਾਨ ਸੁਖਬੀਰ ਸਿੰਘ ਬਾਦਲ ਨੇ ਨਵੇਂ ਹਲਕਾ ਇੰਚਾਰਜ ਨਿਯੁਕਤ ਕੀਤੇ ਹਨ। ਹਲਕਾ ਨਿਹਾਲ ਸਿੰਘ ਵਾਲਾ ਤੋਂ ਜਥੇਦਾਰ ਰਾਜਵਿੰਦਰ ਸਿੰਘ ਨੂੰ ਹਲਕਾ ਇੰਚਾਰਜ ਲਾਇਆ ਗਿਆ ਹੈ। [241, 353, 381, 394]
article-headline: ਤਖ਼ਤ ਸ੍ਰੀ ਦਮਦਮਾ ਸਾਹਿਬ ਦੇ ਜਥੇਦਾਰ ਬਾਬਾ ਟੇਕ ਸਿੰਘ ਧਨੌਲਾ ਨੇ ਪੰਜਾਬ ਸਰਕਾਰ ਦੇ ਸਪੈਸ਼ਲ ਸੈਸ਼ਨ ਤੇ ਉਠਾਏ ਸਵਾਲ..! [4, 1205, 339, 1240]
article-body: ਸ੍ਰੀ ਅਨੰਦਪੁਰ ਸਾਹਿਬ, 26 ਨਵੰਬਰ (ਜਸਵਿੰਦਰ ਸਿੰਘ ਖੰਨਾ)- ਨੌਵੇਂ ਪਾਤਸ਼ਾਹ ਸ੍ਰੀ ਗੁਰੂ ਤੇਗ ਬਹਾਦਰ ਸਾਹਿਬ ਜੀ ਦੀ 350 ਸਾਲਾ ਸ਼ਹੀਦੀ ਸ਼ਤਾਬਦੀ ਨੂੰ ਸਮਰਪਿਤ ਸ਼੍ਰੋਮਣੀ ਕਮੇਟੀ ਵੱਲੋਂ ਆਰੰਭ ਕੀਤਾ ਗਿਆ ਸੀਸ ਮਾਰਗ ਨਗਰ ਕੀਰਤਨ ਦੂਸਰੇ ਦਿਨ ਤਰਾਵੜੀ ਤੋਂ ਅੰਬਾਲਾ ਲਈ ਰਵਾਨਾ ਹੋਇਆ। ਰਸਤੇ ਵਿੱਚ ਸੰਗਤਾਂ ਨੇ ਥਾਂ-ਥਾਂ ਸਵਾਗਤ ਕੀਤਾ। [4, 842, 104, 908]
article-body-under-photo: ਸ੍ਰੀ ਅਨੰਦਪੁਰ ਸਾਹਿਬ, 26 ਨਵੰਬਰ (ਜਸਵਿੰਦਰ ਸਿੰਘ ਖੰਨਾ)- ਨੌਵੇਂ ਪਾਤਸ਼ਾਹ ਸ੍ਰੀ ਗੁਰੂ ਤੇਗ ਬਹਾਦਰ ਸਾਹਿਬ ਜੀ ਦੀ 350 ਸਾਲਾ ਸ਼ਹੀਦੀ ਸ਼ਤਾਬਦੀ ਨੂੰ ਸਮਰਪਿਤ ਸ਼੍ਰੋਮਣੀ ਕਮੇਟੀ ਵੱਲੋਂ ਆਰੰਭ ਕੀਤਾ ਗਿਆ ਸੀਸ ਮਾਰਗ ਨਗਰ ਕੀਰਤਨ ਦੂਸਰੇ ਦਿਨ ਤਰਾਵੜੀ ਤੋਂ ਅੰਬਾਲਾ ਲਈ ਰਵਾਨਾ ਹੋਇਆ। ਰਸਤੇ ਵਿੱਚ ਸੰਗਤਾਂ ਨੇ ਥਾਂ-ਥਾਂ ਸਵਾਗਤ ਕੀਤਾ। [108, 940, 439, 964]
article-photo-2 [190, 1275, 252, 1355]
article-body-under-photo: ਬਠਿੰਡਾ 26 ਨਵੰਬਰ (ਗੁਰਪ੍ਰੀਤ ਸਿੰਘ ਖੋਖਰ)- ਤਖ਼ਤ ਸ੍ਰੀ ਦਮਦਮਾ ਸਾਹਿਬ ਦੇ ਜਥੇਦਾਰ ਬਾਬਾ ਟੇਕ ਸਿੰਘ ਧਨੌਲਾ ਨੇ ਪੰਜਾਬ ਸਰਕਾਰ ਵੱਲੋਂ ਬੁਲਾਏ ਸਪੈਸ਼ਲ ਸੈਸ਼ਨ ਉੱਤੇ ਸਵਾਲ ਉਠਾਏ ਅਤੇ ਕਿਹਾ ਕਿ ਧਾਰਮਿਕ ਮਾਮਲਿਆਂ ਵਿੱਚ ਸਰਕਾਰ ਦਖ਼ਲ ਅੰਦਾਜ਼ੀ ਨਾ ਕਰੇ। [126, 1359, 252, 1400]
photo-caption: ਖੂਨਦਾਨ ਕੈਂਪ ਵਿੱਚ ਕੀਰਤਨ ਜਥਿਆਂ, ਬੀਬੀਆਂ, ਭਾਈਆਂ ਨੂੰ ਖੂਨਦਾਨ ਕਰਨ, ਸਮੂਹ ਸਾਹਿਬ ਵਿਚ ਟੀਮ, ਸਿੰਘ ਵਿਕਾਸ ਦਾ ਸਨਮਾਨ ਕੀਤਾ ਗਿਆ। [150, 717, 453, 724]
article-body-col3: ਜਗਰਾਉਂ, 26 ਨਵੰਬਰ (ਰਛਪਾਲ ਸਿੰਘ ਸ਼ੇਰਪੁਰੀ)- ਅੱਜ ਪੰਜਾਬ ਪ੍ਰਦੇਸ਼ ਕਾਂਗਰਸ ਪਾਰਟੀ ਦੇ ਵਰਕਰਾਂ ਦੀ ਮੀਟਿੰਗ ਹੋਈ। ਮੀਟਿੰਗ ਵਿੱਚ ਬਲਾਕ ਸੰਮਤੀ ਤੇ ਜ਼ਿਲ੍ਹਾ ਪ੍ਰੀਸ਼ਦ ਚੋਣਾਂ ਬਾਰੇ ਵਿਚਾਰ ਚਰਚਾ ਕੀਤੀ ਗਈ ਅਤੇ ਵਰਕਰਾਂ ਨੂੰ ਲਾਮਬੰਦ ਹੋਣ ਲਈ ਕਿਹਾ ਗਿਆ। [827, 604, 941, 654]
article-womens-gurmat-conference [0, 40, 590, 295]
article-bku-meeting [362, 1228, 945, 1493]
article-headline: ਵਿਰਸਾ ਸੰਭਾਲ ਸਰਦਾਰੀ ਲਹਿਰ ਪੰਜਾਬ ਵੱਲੋਂ 350 ਸਾਲਾ ਸ਼ਹੀਦੀ ਸ਼ਤਾਬਦੀ ਨੂੰ ਸਮਰਪਿਤ ਦਸਤਾਰਾਂ ਦਾ ਲੰਗਰ ਲਗਾਇਆ [596, 46, 907, 83]
article-subheadline: ਮਾਤਾ ਗੁਜਰ ਕੌਰ ਜੀ ਦਾ ਜੀਵਨ ਔਰ ਜੀ ਇਸਤਰੀ ਜਾਤੀ ਲਈ ਚਾਨਣ-ਮੁਨਾਰਾ-ਐਡ. ਜਥੇਦਾਰ ਗੜਗੱਜ ● ਸੰਗਤ ਵਿਚ ਇਸਤਰੀ ਨੂੰ ਜੋ ਅਧਿਕਾਰ ਔਰ ਮਿਲ ਰਹੇ, ਗੁਰੂ ਸਾਹਿਬਾਨ ਨੇ ਸਦੀਆਂ ਪਹਿਲਾਂ ਦੇ ਦਿੱਤੇ ਸਨ: ਬੀਬੀ ਜਗੀਰ ਕੌਰ [4, 64, 586, 76]
article-headline: ਆਓ ਸਾਰੇ ਮਿਲਕੇ ਲੋਕਤੰਤਰ ਨੂੰ ਬਚਾਈਏ' ਤਹਿਤ ਕਾਂਗਰਸ ਪਾਰਟੀ ਨੇ ਜਗਰਾਉਂ ਕੀਤੀ ਮੀਟਿੰਗ [596, 443, 911, 454]
article-headline: ਜ਼ਿਲ੍ਹਾ ਮੋਗਾ ਦੇ ਹਲਕਾ ਨਿਹਾਲ ਸਿੰਘ ਵਾਲਾ ਤੋਂ ਸ਼੍ਰੋਮਣੀ ਅਕਾਲੀ ਦਲ ਨੇ ਜਥੇਦਾਰ ਰਾਜਵਿੰਦਰ ਸਿੰਘ ਨੂੰ ਲਾਇਆ ਹਲਕਾ ਇੰਚਾਰਜ [241, 306, 571, 343]
article-blood-donation [0, 570, 590, 790]
cmyk-registration-marks [4, 1495, 941, 1507]
article-body: ਬਠਿੰਡਾ 26 ਨਵੰਬਰ (ਗੁਰਪ੍ਰੀਤ ਸਿੰਘ ਖੋਖਰ)- ਤਖ਼ਤ ਸ੍ਰੀ ਦਮਦਮਾ ਸਾਹਿਬ ਦੇ ਜਥੇਦਾਰ ਬਾਬਾ ਟੇਕ ਸਿੰਘ ਧਨੌਲਾ ਨੇ ਪੰਜਾਬ ਸਰਕਾਰ ਵੱਲੋਂ ਬੁਲਾਏ ਸਪੈਸ਼ਲ ਸੈਸ਼ਨ ਉੱਤੇ ਸਵਾਲ ਉਠਾਏ ਅਤੇ ਕਿਹਾ ਕਿ ਧਾਰਮਿਕ ਮਾਮਲਿਆਂ ਵਿੱਚ ਸਰਕਾਰ ਦਖ਼ਲ ਅੰਦਾਜ਼ੀ ਨਾ ਕਰੇ। [4, 1275, 122, 1316]
article-body-right: ਰਾਏਕੋਟ 26 ਨਵੰਬਰ (ਜਗਰਾਜ ਸਿੰਘ)- ਪੰਜਾਬ ਰਾਜ ਅੰਤਰ ਜ਼ਿਲ੍ਹਾ ਸਕੂਲ ਖੇਡਾਂ ਦੌਰਾਨ ਗੁਰੂ ਨਾਨਕ ਪਬਲਿਕ ਸਕੂਲ ਬੱਸੀਆਂ ਦੀ ਰੱਸਾਕੱਸੀ ਟੀਮ ਨੇ ਸ਼ਾਨਦਾਰ ਪ੍ਰਦਰਸ਼ਨ ਕਰਦਿਆਂ ਪੰਜਾਬ ਚੈਂਪੀਅਨ ਬਣਨ ਦਾ ਮਾਣ ਹਾਸਲ ਕੀਤਾ। [312, 1053, 466, 1086]
article-photo [710, 112, 941, 307]
paper-name-logo: ਹੱਕ ਸੱਚ ਦਾ ਪਹਿਰੇਦਾਰ [772, 7, 940, 31]
article-photo [118, 1053, 308, 1196]
article-body-lower: ਜਗਰਾਉਂ, 26 ਨਵੰਬਰ (ਰਛਪਾਲ ਸਿੰਘ ਸ਼ੇਰਪੁਰੀ)- ਸ੍ਰੀ ਗੁਰੂ ਤੇਗ ਬਹਾਦਰ ਸਾਹਿਬ ਜੀ ਦੀ 350ਵੀਂ ਸ਼ਹਾਦਤ ਨੂੰ ਸਮਰਪਿਤ ਪਿੰਡ ਮਲਕ ਵਿਖੇ 17ਵਾਂ ਅੱਖਾਂ ਦਾ ਮੁਫ਼ਤ ਅਪ੍ਰੇਸ਼ਨ ਕੈਂਪ 1 ਦਸੰਬਰ ਨੂੰ ਲਗਾਇਆ ਜਾ ਰਿਹਾ ਹੈ। ਕੈਂਪ ਦੌਰਾਨ ਮਾਹਿਰ ਡਾਕਟਰਾਂ ਵੱਲੋਂ ਮਰੀਜ਼ਾਂ ਦੀ ਜਾਂਚ ਕੀਤੀ ਜਾਵੇਗੀ। [4, 471, 162, 504]
article-anniversary [592, 790, 945, 1013]
portrait-photo [686, 839, 776, 944]
article-headline: ਨੌਵੇਂ ਪਾਤਸ਼ਾਹ ਦੀ 350 ਸਾਲਾ ਸ਼ਹੀਦੀ ਸ਼ਤਾਬਦੀ ਮੌਕੇ ਸ਼੍ਰੋਮਣੀ ਕਮੇਟੀ ਵੱਲੋਂ ਸ੍ਰੀ ਅਨੰਦਪੁਰ ਸਾਹਿਬ ਵਿਖੇ ਮਹਾਨ ਇਸਤਰੀ ਗੁਰਮਤਿ [4, 45, 558, 59]
article-headline: ਪਿੰਡ ਮਲਕ ਵਿਖੇ 17ਵਾਂ ਅੱਖਾਂ ਦਾ ਮੁਫ਼ਤ ਅਪ੍ਰੇਸ਼ਨ ਕੈਂਪ 1 ਦਸੰਬਰ ਨੂੰ : ਦੀਦਾਰ ਸਿੰਘ ਮਲਕ [4, 306, 221, 340]
article-body-lower-col2: ਜਗਰਾਉਂ, 26 ਨਵੰਬਰ (ਰਛਪਾਲ ਸਿੰਘ ਸ਼ੇਰਪੁਰੀ)- ਨਾਮਵਰ ਵਿੱਦਿਅਕ ਸੰਸਥਾ ਗੁਰੂ ਤੇਗ ਬਹਾਦਰ ਪਬਲਿਕ ਸਕੂਲ ਵਿਖੇ ਨੌਵੇਂ ਪਾਤਸ਼ਾਹ ਜੀ ਦੀ ਸ਼ਹਾਦਤ ਨੂੰ ਸਮਰਪਿਤ ਬੱਚਿਆਂ ਦੇ ਧਾਰਮਿਕ ਮੁਕਾਬਲੇ ਕਰਵਾਏ ਗਏ। ਜੇਤੂ ਬੱਚਿਆਂ ਨੂੰ ਇਨਾਮ ਦੇ ਕੇ ਸਨਮਾਨਿਤ ਕੀਤਾ ਗਿਆ। [630, 1170, 790, 1203]
article-congress-meeting [592, 438, 945, 783]
article-eye-camp [0, 298, 235, 590]
article-subheadline: ਬਲਾਕ ਸੰਮਤੀ ਤੇ ਜ਼ਿਲ੍ਹਾ ਪ੍ਰੀਸ਼ਦ ਚੋਣਾਂ ਲਈ ਵਰਕਰਾਂ ਨੂੰ ਕਮਰਕੱਸੇ ਕਸਣ ਲਈ ਪ੍ਰੇਰਿਆ [596, 459, 941, 471]
article-body-under-photo-2: ਸੰਦੌੜ, 26 ਨਵੰਬਰ (ਜਸਵੀਰ ਸਿੰਘ ਗੁਰਮਾਨ)- ਭਾਰਤੀ ਕਿਸਾਨ ਯੂਨੀਅਨ ਏਕਤਾ ਆਜ਼ਾਦ ਬਲਾਕ ਅਹਿਮਦਗੜ੍ਹ ਦੀ ਮੀਟਿੰਗ ਗੁਰਦੁਆਰਾ ਬਾਬੇ ਸ਼ਹੀਦਾਂ ਪਿੰਡ ਮਹੋਲੀ ਕਲਾਂ ਵਿਖੇ ਹੋਈ। ਮੀਟਿੰਗ ਵਿੱਚ ਕਿਸਾਨਾਂ ਦੀਆਂ ਮੰਗਾਂ ਅਤੇ ਬਿਜਲੀ ਮੀਟਰਾਂ ਬਾਰੇ ਵਿਚਾਰ ਕੀਤੀ ਗਈ। [642, 1395, 782, 1436]
article-photo-1 [150, 601, 224, 711]
page-number-box [4, 3, 34, 35]
article-body-under-photo: ਮੋਗਾ 26 ਨਵੰਬਰ (ਜਗਰੂਪ ਸਿੰਘ ਖਾਲਸਾ)- ਪੰਜਾਬ ਵਿੱਚ ਸ਼੍ਰੋਮਣੀ ਅਕਾਲੀ ਦਲ ਨੂੰ ਮਜ਼ਬੂਤ ਕਰਨ ਲਈ ਪਾਰਟੀ ਪ੍ਰਧਾਨ ਸੁਖਬੀਰ ਸਿੰਘ ਬਾਦਲ ਨੇ ਨਵੇਂ ਹਲਕਾ ਇੰਚਾਰਜ ਨਿਯੁਕਤ ਕੀਤੇ ਹਨ। ਹਲਕਾ ਨਿਹਾਲ ਸਿੰਘ ਵਾਲਾ ਤੋਂ ਜਥੇਦਾਰ ਰਾਜਵਿੰਦਰ ਸਿੰਘ ਨੂੰ ਹਲਕਾ ਇੰਚਾਰਜ ਲਾਇਆ ਗਿਆ ਹੈ। [387, 451, 467, 526]
article-headline: ਬੀਕੇਯੂ ਏਕਤਾ ਆਜ਼ਾਦ ਬਲਾਕ ਅਹਿਮਦਗੜ੍ਹ ਦੀ ਗੁਰਦੁਆਰਾ ਬਾਬੇ ਸ਼ਹੀਦਾਂ ਦੇ ਪਿੰਡ ਮਹੋਲੀ ਕਲਾਂ ਵਿਖੇ ਹੋਈ ਮੀਟਿੰਗ [366, 1236, 774, 1247]
article-photo [128, 80, 424, 220]
article-body-right: ਸੰਦੌੜ, 26 ਨਵੰਬਰ (ਜਸਵੀਰ ਸਿੰਘ ਗੁਰਮਾਨ)- ਭਾਰਤੀ ਕਿਸਾਨ ਯੂਨੀਅਨ ਏਕਤਾ ਆਜ਼ਾਦ ਬਲਾਕ ਅਹਿਮਦਗੜ੍ਹ ਦੀ ਮੀਟਿੰਗ ਗੁਰਦੁਆਰਾ ਬਾਬੇ ਸ਼ਹੀਦਾਂ ਪਿੰਡ ਮਹੋਲੀ ਕਲਾਂ ਵਿਖੇ ਹੋਈ। ਮੀਟਿੰਗ ਵਿੱਚ ਕਿਸਾਨਾਂ ਦੀਆਂ ਮੰਗਾਂ ਅਤੇ ਬਿਜਲੀ ਮੀਟਰਾਂ ਬਾਰੇ ਵਿਚਾਰ ਕੀਤੀ ਗਈ। [786, 1271, 941, 1304]
